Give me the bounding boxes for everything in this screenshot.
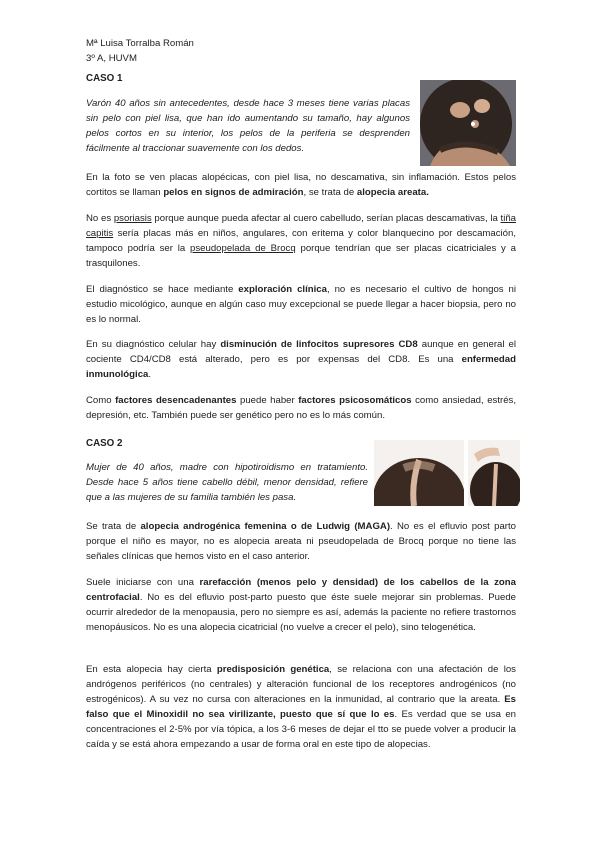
photo-androgenic-alopecia-top (374, 440, 464, 506)
case1-paragraph-5: Como factores desencadenantes puede haber factores psicosomáticos como ansiedad, estrés, depresión, etc. También puede ser genético pero no es lo más común. (86, 395, 516, 421)
case2-paragraph-2: Suele iniciarse con una rarefacción (menos pelo y densidad) de los cabellos de la zona centrofacial. No es del efluvio post-parto puesto que éste suele mejorar sin problemas. Puede ocurrir alrededor de la menopausia, pero no siempre es así, además la paciente no refiere trastornos menopáusicos. No es una alopecia cicatricial (no vuelve a crecer el pelo), sino telogenética. (86, 577, 516, 633)
case1-presentation: Varón 40 años sin antecedentes, desde hace 3 meses tiene varias placas sin pelo con piel lisa, que han ido aumentando su tamaño, hay algunos pelos cortos en su interior, los pelos de la periferia se desprenden fácilmente al traccionar suavemente con los dedos. (86, 98, 410, 154)
case1-paragraph-2: No es psoriasis porque aunque pueda afectar al cuero cabelludo, serían placas descamativas, la tiña capitis sería placas más en niños, angulares, con eritema y color blanquecino por descamación, tampoco podría ser la pseudopelada de Brocq porque tendrían que ser placas cicatriciales y a trasquilones. (86, 213, 516, 269)
case2-paragraph-3: En esta alopecia hay cierta predisposición genética, se relaciona con una afectación de los andrógenos periféricos (no centrales) y alteración funcional de los receptores androgénicos (no estrogénicos). A su vez no cursa con alteraciones en la inmunidad, al contrario que la areata. Es falso que el Minoxidil no sea virilizante, puesto que sí que lo es. Es verdad que se usa en concentraciones el 2-5% por vía tópica, a los 3-6 meses de dejar el tto se puede volver a producir la caída y se está ahora empezando a usar de forma oral en este tipo de alopecias. (86, 664, 516, 750)
case1-title: CASO 1 (86, 73, 123, 84)
androgenic-top-image (374, 440, 464, 506)
case1-paragraph-1: En la foto se ven placas alopécicas, con piel lisa, no descamativa, sin inflamación. Estos pelos cortitos se llaman pelos en signos de admiración, se trata de alopecia areata. (86, 172, 516, 198)
author-name: Mª Luisa Torralba Román (86, 38, 194, 49)
case1-paragraph-4: En su diagnóstico celular hay disminución de linfocitos supresores CD8 aunque en general el cociente CD4/CD8 está alterado, pero es por expensas del CD8. Es una enfermedad inmunológica. (86, 339, 516, 380)
group-info: 3º A, HUVM (86, 53, 137, 64)
case2-paragraph-1: Se trata de alopecia androgénica femenina o de Ludwig (MAGA). No es el efluvio post parto porque el niño es mayor, no es alopecia areata ni pseudopelada de Brocq porque no tiene las señales clínicas que hemos visto en el caso anterior. (86, 521, 516, 562)
case2-title: CASO 2 (86, 438, 123, 449)
androgenic-part-image (468, 440, 520, 506)
alopecia-areata-image (420, 80, 516, 166)
case2-presentation: Mujer de 40 años, madre con hipotiroidismo en tratamiento. Desde hace 5 años tiene cabello débil, menor densidad, refiere que a las mujeres de su familia también les pasa. (86, 462, 368, 503)
photo-androgenic-alopecia-part (468, 440, 520, 506)
case1-paragraph-3: El diagnóstico se hace mediante exploración clínica, no es necesario el cultivo de hongos ni estudio micológico, aunque en algún caso muy excepcional se puede llegar a hacer biopsia, pero no es lo normal. (86, 284, 516, 325)
photo-alopecia-areata (420, 80, 516, 166)
